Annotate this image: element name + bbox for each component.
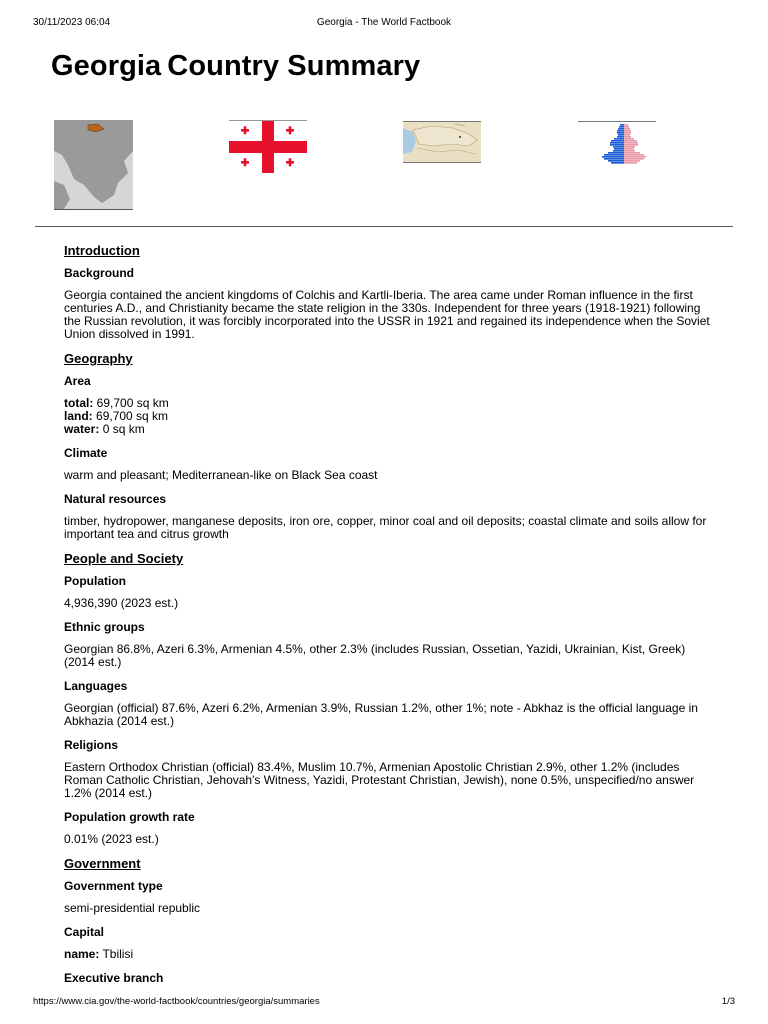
- print-header: [33, 17, 735, 31]
- print-footer: [33, 996, 735, 1010]
- field-title: Languages: [64, 679, 128, 693]
- pyramid-bar-male: [611, 140, 624, 142]
- section-title: People and Society: [64, 551, 184, 566]
- pyramid-bar-female: [624, 128, 630, 130]
- subvalue-value: 69,700 sq km: [96, 396, 169, 410]
- field-title: Natural resources: [64, 492, 167, 506]
- pyramid-bar-female: [624, 150, 635, 152]
- field-title: Government type: [64, 879, 163, 893]
- pyramid-bar-female: [624, 124, 628, 126]
- locator-map-image[interactable]: [54, 120, 133, 210]
- pyramid-bar-male: [617, 136, 624, 138]
- pyramid-bar-female: [624, 158, 644, 160]
- print-page-title: Georgia - The World Factbook: [316, 17, 452, 28]
- field-text: Georgian (official) 87.6%, Azeri 6.2%, Armenian 3.9%, Russian 1.2%, other 1%; note - Abkhaz is the official language in Abkhazia (2014 est.): [64, 701, 698, 728]
- print-url: https://www.cia.gov/the-world-factbook/countries/georgia/summaries: [33, 996, 320, 1007]
- pyramid-bar-male: [611, 162, 624, 164]
- field-text: Georgian 86.8%, Azeri 6.3%, Armenian 4.5%, other 2.3% (includes Russian, Ossetian, Yazidi, Ukrainian, Kist, Greek) (2014 est.): [64, 642, 686, 669]
- country-map-icon: [403, 122, 481, 162]
- pyramid-bar-male: [617, 132, 624, 134]
- field-title: Background: [64, 266, 135, 280]
- summary-content: [64, 243, 714, 994]
- subvalue-value: 0 sq km: [102, 422, 145, 436]
- page-title-rest: Country Summary: [167, 50, 421, 82]
- field-subvalues: [64, 397, 714, 436]
- print-page-number: 1/3: [721, 996, 735, 1007]
- pyramid-bar-female: [624, 130, 631, 132]
- locator-map-icon: [54, 121, 133, 209]
- flag-image[interactable]: [229, 120, 307, 173]
- field-text: 0.01% (2023 est.): [64, 832, 159, 846]
- pyramid-bar-female: [624, 162, 637, 164]
- pyramid-bar-female: [624, 144, 638, 146]
- field-title: Population growth rate: [64, 810, 195, 824]
- page-title-country: Georgia: [51, 50, 162, 82]
- field-subvalue-line: [64, 423, 714, 436]
- pyramid-bar-male: [604, 154, 624, 156]
- field-text: timber, hydropower, manganese deposits, iron ore, copper, minor coal and oil deposits; coastal climate and soils allow for important tea and citrus growth: [64, 514, 707, 541]
- section-title: Geography: [64, 351, 133, 366]
- pyramid-bar-male: [608, 160, 624, 162]
- subvalue-label: total:: [64, 396, 94, 410]
- pyramid-bar-male: [617, 130, 624, 132]
- pyramid-bar-male: [613, 146, 624, 148]
- page-title: [51, 50, 420, 83]
- field-title: Climate: [64, 446, 108, 460]
- pyramid-bar-female: [624, 126, 629, 128]
- pyramid-bar-male: [620, 124, 624, 126]
- country-map-image[interactable]: [403, 121, 481, 163]
- field-text: semi-presidential republic: [64, 901, 201, 915]
- section-title: Introduction: [64, 243, 140, 258]
- pyramid-bar-female: [624, 152, 640, 154]
- pyramid-bar-female: [624, 136, 631, 138]
- field-text: 4,936,390 (2023 est.): [64, 596, 179, 610]
- pyramid-bar-female: [624, 140, 637, 142]
- pyramid-bar-female: [624, 134, 630, 136]
- pyramid-bar-female: [624, 138, 634, 140]
- flag-of-georgia-icon: [229, 121, 307, 173]
- field-text: Georgia contained the ancient kingdoms of Colchis and Kartli-Iberia. The area came under Roman influence in the first centuries A.D., and Christianity became the state religion in the 330s. Independent for three years (1918-1921) following the Russian revolution, it was forcibly incorporated into the USSR in 1921 and regained its independence when the Soviet Union dissolved in 1991.: [64, 288, 710, 341]
- subvalue-label: land:: [64, 409, 93, 423]
- pyramid-bar-male: [608, 152, 624, 154]
- population-pyramid-image[interactable]: [578, 121, 656, 166]
- field-title: Executive branch: [64, 971, 164, 985]
- field-title: Capital: [64, 925, 105, 939]
- field-subvalues: [64, 948, 714, 961]
- field-text: warm and pleasant; Mediterranean-like on Black Sea coast: [64, 468, 378, 482]
- pyramid-bar-female: [624, 132, 631, 134]
- field-title: Population: [64, 574, 126, 588]
- section-title: Government: [64, 856, 141, 871]
- pyramid-bar-female: [624, 154, 644, 156]
- subvalue-value: 69,700 sq km: [96, 409, 169, 423]
- pyramid-bar-female: [624, 160, 640, 162]
- pyramid-bar-male: [614, 138, 624, 140]
- pyramid-bar-male: [610, 142, 624, 144]
- subvalue-label: water:: [64, 422, 100, 436]
- pyramid-bar-male: [604, 158, 624, 160]
- pyramid-bar-female: [624, 148, 634, 150]
- field-text: Eastern Orthodox Christian (official) 83.4%, Muslim 10.7%, Armenian Apostolic Christian 2.9%, other 1.2% (includes Roman Catholic Christian, Jehovah's Witness, Yazidi, Protestant Christian, Jewish), none 0.5%, unspecified/no answer 1.2% (2014 est.): [64, 760, 695, 800]
- subvalue-label: name:: [64, 947, 100, 961]
- pyramid-bar-female: [624, 146, 635, 148]
- pyramid-bar-male: [602, 156, 624, 158]
- field-title: Religions: [64, 738, 119, 752]
- print-date: 30/11/2023 06:04: [33, 17, 111, 28]
- population-pyramid-icon: [578, 122, 656, 166]
- pyramid-bar-male: [619, 126, 624, 128]
- header-divider: [35, 226, 733, 227]
- field-subvalue-line: [64, 410, 714, 423]
- pyramid-bar-female: [624, 142, 638, 144]
- pyramid-bar-male: [613, 150, 624, 152]
- field-subvalue-line: [64, 948, 714, 961]
- field-title: Area: [64, 374, 91, 388]
- subvalue-value: Tbilisi: [102, 947, 134, 961]
- pyramid-bar-male: [618, 134, 624, 136]
- pyramid-bar-female: [624, 156, 646, 158]
- pyramid-bar-male: [618, 128, 624, 130]
- field-title: Ethnic groups: [64, 620, 145, 634]
- pyramid-bar-male: [610, 144, 624, 146]
- pyramid-bar-male: [614, 148, 624, 150]
